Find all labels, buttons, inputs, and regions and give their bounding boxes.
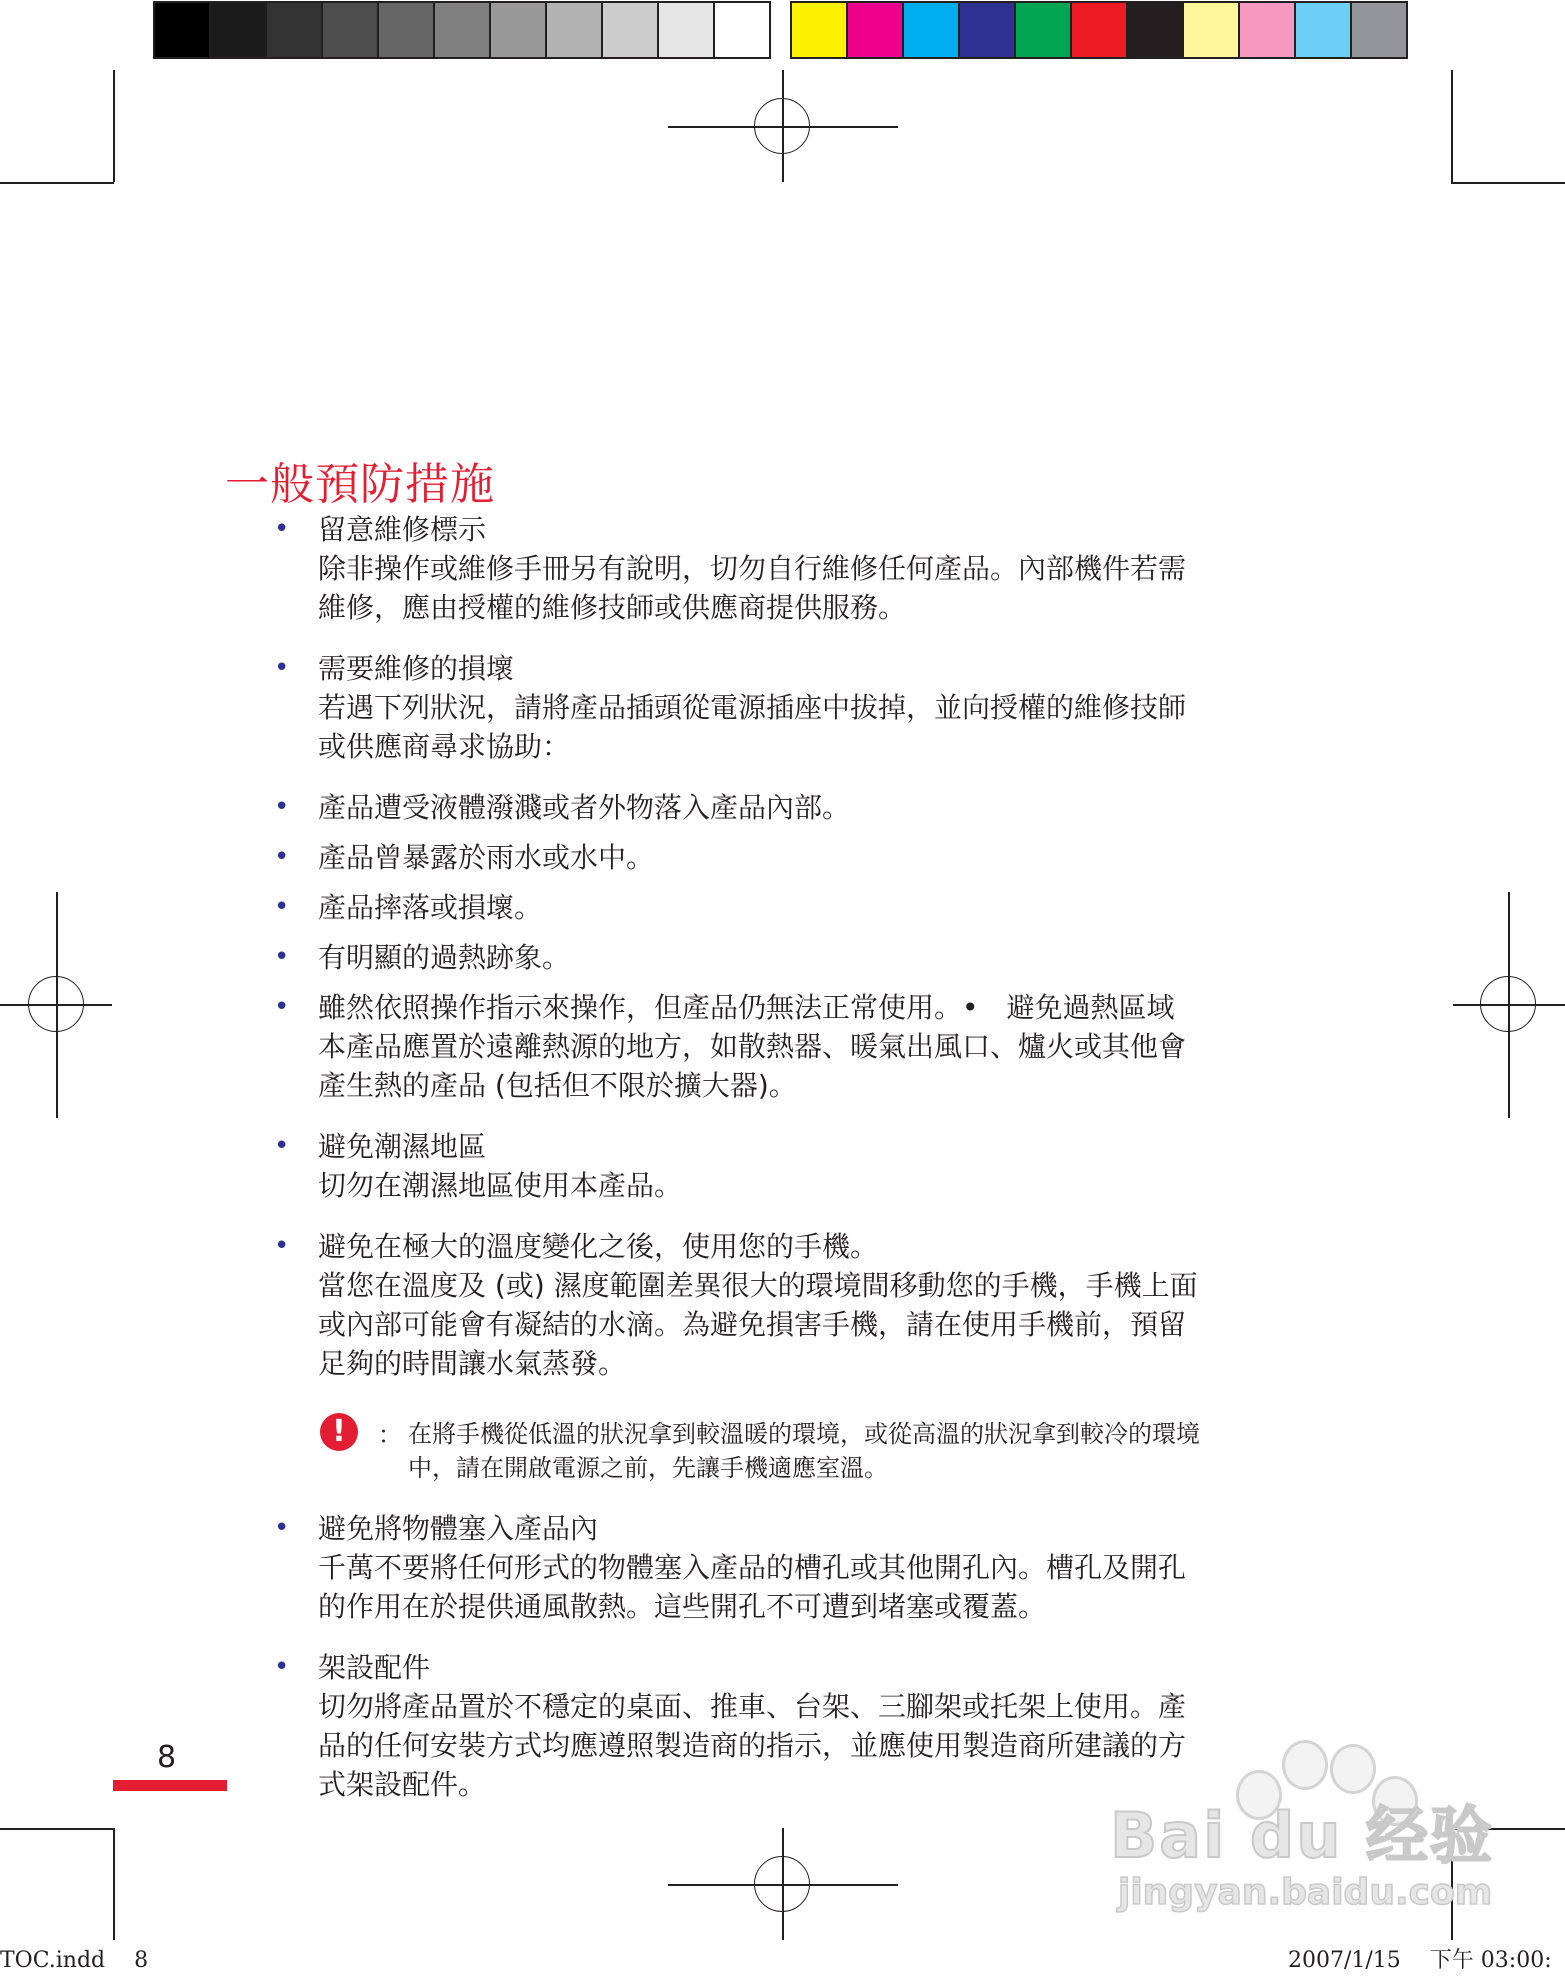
list-item bbox=[268, 1648, 1328, 1804]
registration-mark-circle bbox=[754, 98, 810, 154]
watermark-brand: Bai du 经验 bbox=[1110, 1799, 1495, 1872]
page-number-bar bbox=[113, 1780, 227, 1791]
crop-mark bbox=[1451, 70, 1453, 182]
color-swatch bbox=[960, 3, 1014, 57]
gray-swatch bbox=[547, 3, 601, 57]
gray-swatch bbox=[659, 3, 713, 57]
bullet: • bbox=[274, 792, 290, 822]
note-colon: ： bbox=[378, 1421, 402, 1449]
item-text: 產品遭受液體潑濺或者外物落入產品內部。 bbox=[318, 791, 851, 824]
list-item bbox=[268, 838, 1328, 877]
page-number: 8 bbox=[157, 1740, 177, 1775]
item-text: 避免潮濕地區 切勿在潮濕地區使用本產品。 bbox=[318, 1130, 683, 1202]
page-title: 一般預防措施 bbox=[225, 459, 495, 510]
color-swatch bbox=[848, 3, 902, 57]
list-item bbox=[268, 788, 1328, 827]
list-item bbox=[268, 510, 1328, 627]
bullet: • bbox=[274, 992, 290, 1022]
registration-mark-circle bbox=[28, 976, 84, 1032]
precautions-list bbox=[268, 510, 1328, 1804]
color-swatch bbox=[792, 3, 846, 57]
gray-swatch bbox=[155, 3, 209, 57]
footer-date: 2007/1/15 下午 03:00: bbox=[1288, 1948, 1552, 1973]
crop-mark bbox=[1451, 182, 1565, 184]
list-item bbox=[268, 1127, 1328, 1205]
item-text: 避免將物體塞入產品內 千萬不要將任何形式的物體塞入產品的槽孔或其他開孔內。槽孔及開孔 的作用在於提供通風散熱。這些開孔不可遭到堵塞或覆蓋。 bbox=[318, 1512, 1187, 1623]
item-text: 留意維修標示 除非操作或維修手冊另有說明，切勿自行維修任何產品。內部機件若需 維修，應由授權的維修技師或供應商提供服務。 bbox=[318, 513, 1187, 624]
color-swatch bbox=[1016, 3, 1070, 57]
list-item bbox=[268, 888, 1328, 927]
item-text: 產品摔落或損壞。 bbox=[318, 891, 543, 924]
bullet: • bbox=[274, 1131, 290, 1161]
color-swatch bbox=[1072, 3, 1126, 57]
crop-mark bbox=[113, 1828, 115, 1940]
registration-mark-circle bbox=[754, 1856, 810, 1912]
item-text: 需要維修的損壞 若遇下列狀況，請將產品插頭從電源插座中拔掉，並向授權的維修技師 或供應商尋求協助： bbox=[318, 652, 1187, 763]
color-swatch bbox=[904, 3, 958, 57]
note-text: 在將手機從低溫的狀況拿到較溫暖的環境，或從高溫的狀況拿到較冷的環境 中，請在開啟電源之前，先讓手機適應室溫。 bbox=[408, 1420, 1200, 1482]
gray-swatch bbox=[267, 3, 321, 57]
bullet: • bbox=[274, 1231, 290, 1261]
crop-mark bbox=[0, 1828, 114, 1830]
bullet: • bbox=[274, 942, 290, 972]
gray-swatch bbox=[323, 3, 377, 57]
crop-mark bbox=[113, 70, 115, 182]
bullet: • bbox=[274, 1652, 290, 1682]
list-item bbox=[268, 649, 1328, 766]
color-swatch bbox=[1296, 3, 1350, 57]
gray-swatch bbox=[211, 3, 265, 57]
list-item bbox=[268, 1509, 1328, 1626]
paw-icon bbox=[1282, 1740, 1328, 1790]
list-item bbox=[268, 1227, 1328, 1383]
list-item bbox=[268, 988, 1328, 1105]
bullet: • bbox=[274, 842, 290, 872]
color-swatch bbox=[1128, 3, 1182, 57]
list-item bbox=[268, 938, 1328, 977]
gray-swatch bbox=[379, 3, 433, 57]
gray-swatch bbox=[715, 3, 769, 57]
color-swatch bbox=[1352, 3, 1406, 57]
bullet: • bbox=[274, 514, 290, 544]
gray-swatch bbox=[491, 3, 545, 57]
item-text: 避免在極大的溫度變化之後，使用您的手機。 當您在溫度及 (或) 濕度範圍差異很大的環境間移動您的手機，手機上面 或內部可能會有凝結的水滴。為避免損害手機，請在使用手機前，預留 足夠的時間讓水氣蒸發。 bbox=[318, 1230, 1198, 1380]
watermark-url: jingyan.baidu.com bbox=[1118, 1872, 1493, 1913]
caution-note bbox=[268, 1411, 1328, 1487]
color-swatch bbox=[1184, 3, 1238, 57]
registration-mark-circle bbox=[1480, 976, 1536, 1032]
footer-filename: TOC.indd 8 bbox=[0, 1948, 149, 1973]
item-text: 架設配件 切勿將產品置於不穩定的桌面、推車、台架、三腳架或托架上使用。產 品的任何安裝方式均應遵照製造商的指示，並應使用製造商所建議的方 式架設配件。 bbox=[318, 1651, 1187, 1801]
color-swatch bbox=[1240, 3, 1294, 57]
gray-swatch bbox=[435, 3, 489, 57]
bullet: • bbox=[274, 1513, 290, 1543]
crop-mark bbox=[0, 182, 114, 184]
bullet: • bbox=[274, 653, 290, 683]
gray-swatch bbox=[603, 3, 657, 57]
bullet: • bbox=[274, 892, 290, 922]
item-text: 產品曾暴露於雨水或水中。 bbox=[318, 841, 655, 874]
item-text: 雖然依照操作指示來操作，但產品仍無法正常使用。• 避免過熱區域 本產品應置於遠離熱源的地方，如散熱器、暖氣出風口、爐火或其他會 產生熱的產品 (包括但不限於擴大器)。 bbox=[318, 991, 1187, 1102]
item-text: 有明顯的過熱跡象。 bbox=[318, 941, 571, 974]
exclamation-icon: ! bbox=[320, 1413, 358, 1451]
